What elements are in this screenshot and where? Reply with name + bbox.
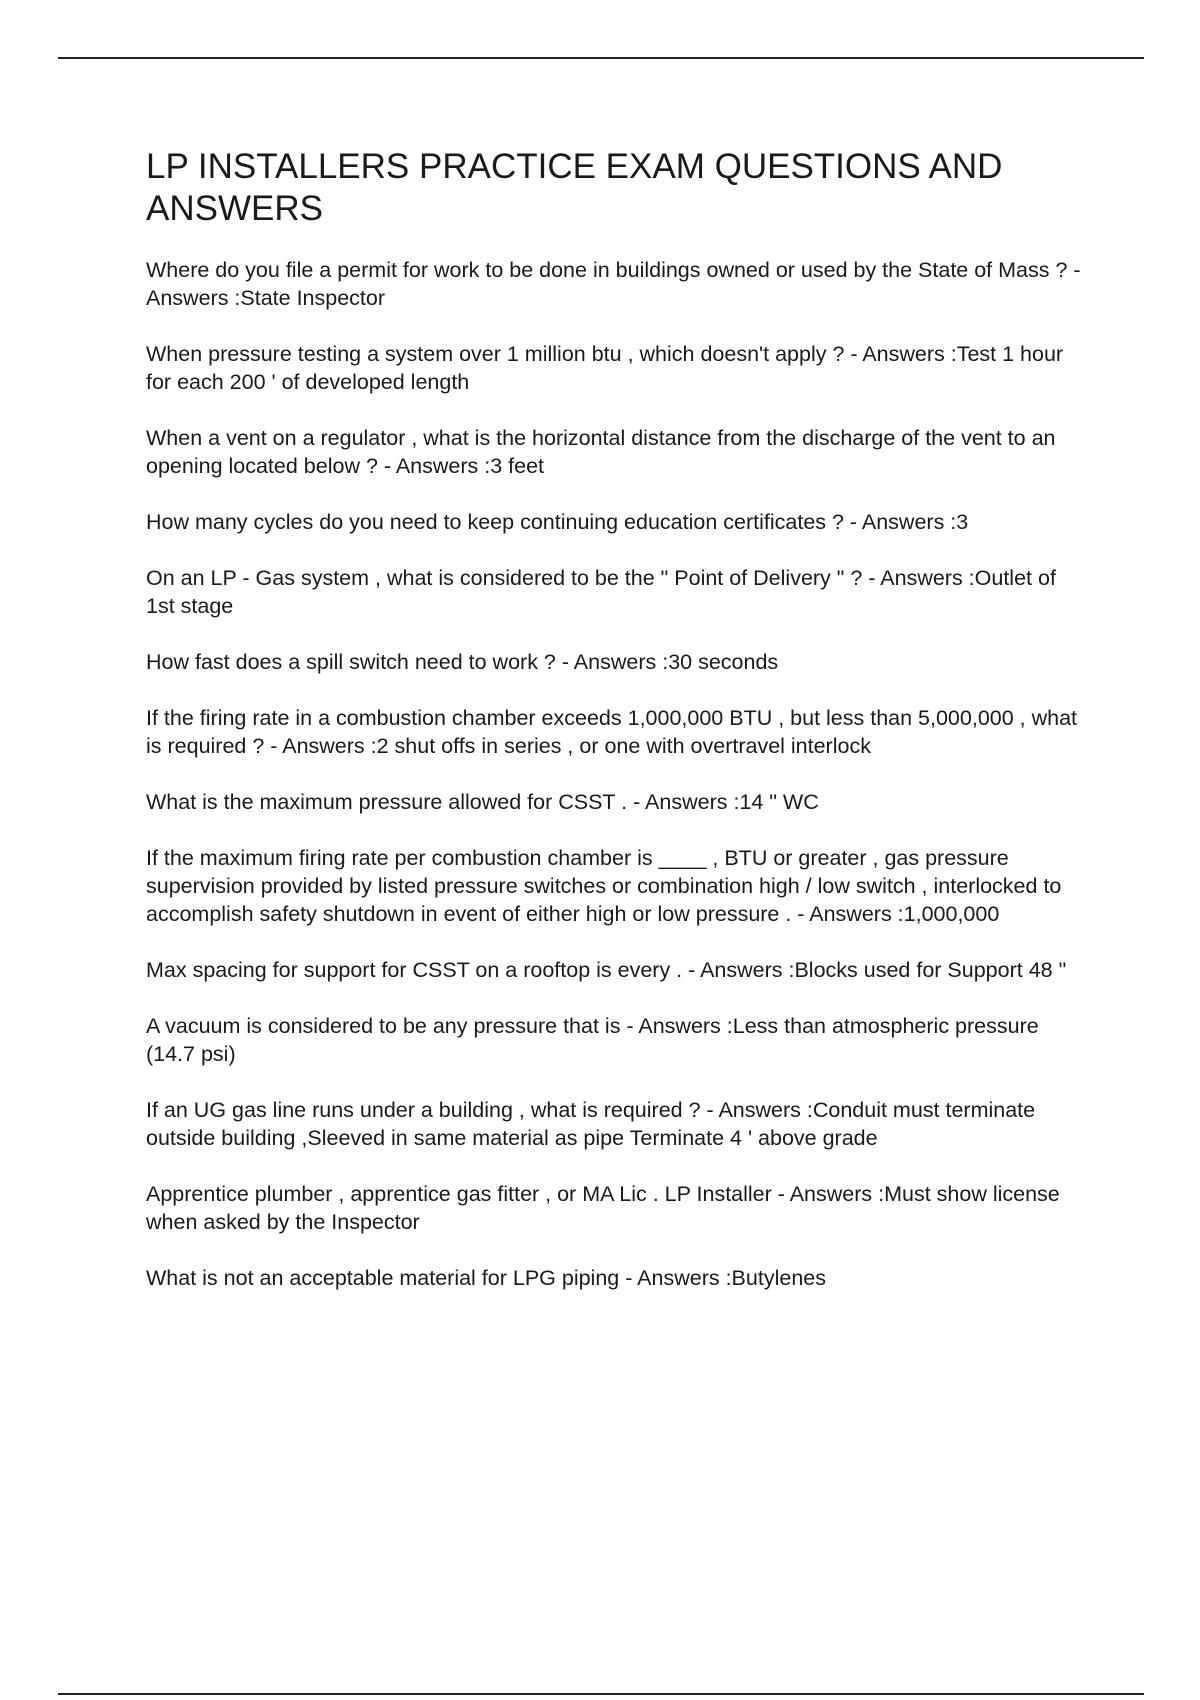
qa-item-3: When a vent on a regulator , what is the horizontal distance from the discharge of the vent to an opening located below ? - Answers :3 feet <box>146 426 1056 478</box>
qa-item-11: A vacuum is considered to be any pressure that is - Answers :Less than atmospheric pressure (14.7 psi) <box>146 1014 1039 1066</box>
qa-item-7: If the firing rate in a combustion chamber exceeds 1,000,000 BTU , but less than 5,000,000 , what is required ? - Answers :2 shut offs in series , or one with overtravel interlock <box>146 706 1078 758</box>
qa-item-2: When pressure testing a system over 1 million btu , which doesn't apply ? - Answers :Test 1 hour for each 200 ' of developed length <box>146 342 1064 394</box>
qa-item-12: If an UG gas line runs under a building , what is required ? - Answers :Conduit must terminate outside building ,Sleeved in same material as pipe Terminate 4 ' above grade <box>146 1098 1036 1150</box>
header-rule <box>58 57 1144 59</box>
qa-item-4: How many cycles do you need to keep continuing education certificates ? - Answers :3 <box>146 510 969 534</box>
qa-item-1: Where do you file a permit for work to be done in buildings owned or used by the State of Mass ? - Answers :State Inspector <box>146 258 1081 310</box>
qa-item-13: Apprentice plumber , apprentice gas fitter , or MA Lic . LP Installer - Answers :Must show license when asked by the Inspector <box>146 1182 1060 1234</box>
document-body <box>146 146 1086 1320</box>
qa-item-10: Max spacing for support for CSST on a rooftop is every . - Answers :Blocks used for Support 48 " <box>146 958 1067 982</box>
qa-item-9: If the maximum firing rate per combustion chamber is ____ , BTU or greater , gas pressure supervision provided by listed pressure switches or combination high / low switch , interlocked to accomplish safety shutdown in event of either high or low pressure . - Answers :1,000,000 <box>146 846 1062 926</box>
document-title: LP INSTALLERS PRACTICE EXAM QUESTIONS AND ANSWERS <box>146 147 1003 228</box>
qa-list <box>146 256 1086 1292</box>
qa-item-6: How fast does a spill switch need to work ? - Answers :30 seconds <box>146 650 779 674</box>
qa-item-5: On an LP - Gas system , what is considered to be the " Point of Delivery " ? - Answers :Outlet of 1st stage <box>146 566 1056 618</box>
qa-item-8: What is the maximum pressure allowed for CSST . - Answers :14 " WC <box>146 790 819 814</box>
qa-item-14: What is not an acceptable material for LPG piping - Answers :Butylenes <box>146 1266 826 1290</box>
footer-rule <box>58 1693 1144 1695</box>
